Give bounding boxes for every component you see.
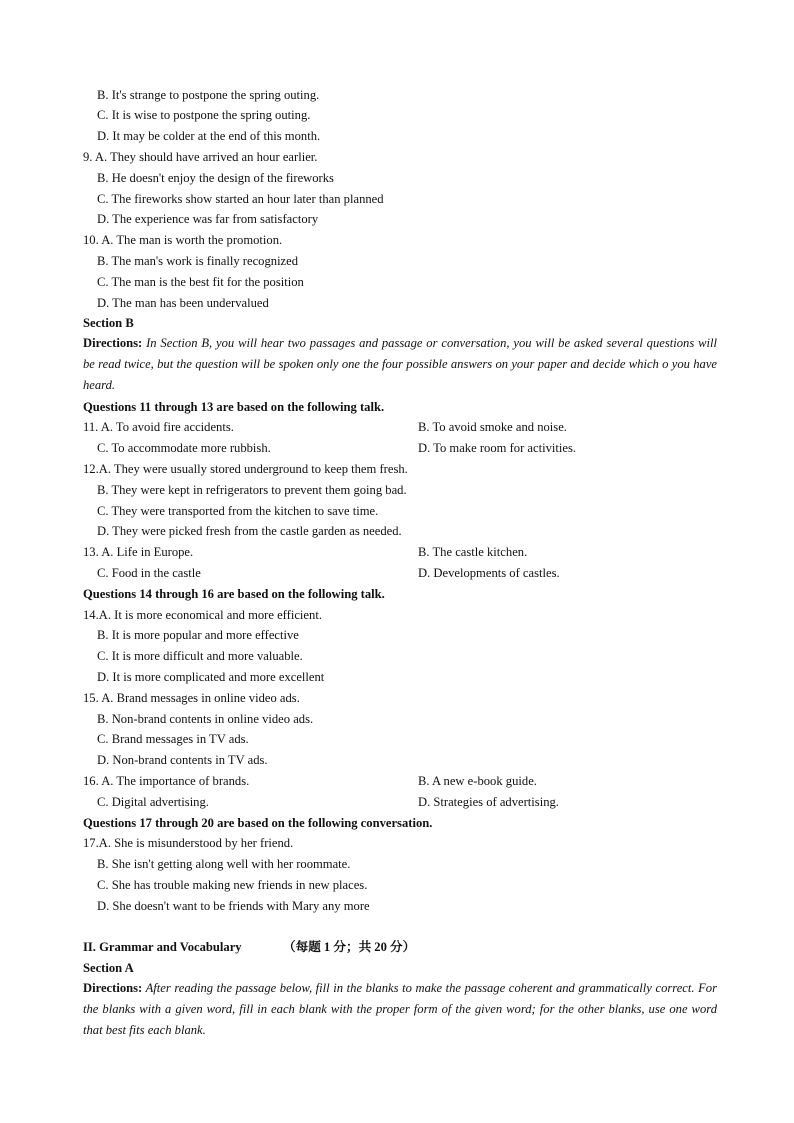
q8-option-c: C. It is wise to postpone the spring outing. bbox=[97, 108, 311, 122]
group-heading-17-20: Questions 17 through 20 are based on the following conversation. bbox=[83, 816, 433, 830]
q17-option-c: C. She has trouble making new friends in new places. bbox=[97, 878, 368, 892]
q13-option-b: B. The castle kitchen. bbox=[418, 545, 528, 559]
q13-option-c: C. Food in the castle bbox=[97, 566, 201, 580]
group-heading-11-13: Questions 11 through 13 are based on the following talk. bbox=[83, 400, 385, 414]
q9-option-a: 9. A. They should have arrived an hour earlier. bbox=[83, 150, 318, 164]
q11-option-a: 11. A. To avoid fire accidents. bbox=[83, 420, 234, 434]
q9-option-c: C. The fireworks show started an hour later than planned bbox=[97, 192, 384, 206]
q14-option-d: D. It is more complicated and more excellent bbox=[97, 670, 325, 684]
q11-option-c: C. To accommodate more rubbish. bbox=[97, 441, 271, 455]
q13-option-a: 13. A. Life in Europe. bbox=[83, 545, 194, 559]
group-heading-14-16: Questions 14 through 16 are based on the following talk. bbox=[83, 587, 385, 601]
q13-option-d: D. Developments of castles. bbox=[418, 566, 560, 580]
q15-option-a: 15. A. Brand messages in online video ads. bbox=[83, 691, 300, 705]
q15-option-b: B. Non-brand contents in online video ads. bbox=[97, 712, 314, 726]
q17-option-a: 17.A. She is misunderstood by her friend. bbox=[83, 836, 294, 850]
q17-option-d: D. She doesn't want to be friends with Mary any more bbox=[97, 899, 370, 913]
directions-label: Directions: bbox=[83, 336, 143, 350]
q15-option-d: D. Non-brand contents in TV ads. bbox=[97, 753, 268, 767]
q12-option-c: C. They were transported from the kitchen to save time. bbox=[97, 504, 379, 518]
q9-option-b: B. He doesn't enjoy the design of the fireworks bbox=[97, 171, 334, 185]
directions-text: After reading the passage below, fill in the blanks to make the passage coherent and grammatically correct. For the blanks with a given word, fill in each blank with the proper form of the given word; for the other blanks, use one word that best fits each blank. bbox=[83, 981, 717, 1037]
q12-option-b: B. They were kept in refrigerators to prevent them going bad. bbox=[97, 483, 407, 497]
q14-option-b: B. It is more popular and more effective bbox=[97, 628, 299, 642]
q12-option-a: 12.A. They were usually stored underground to keep them fresh. bbox=[83, 462, 408, 476]
q16-option-d: D. Strategies of advertising. bbox=[418, 795, 559, 809]
section-b-directions bbox=[83, 333, 717, 395]
q9-option-d: D. The experience was far from satisfactory bbox=[97, 212, 319, 226]
q10-option-c: C. The man is the best fit for the position bbox=[97, 275, 304, 289]
q8-option-b: B. It's strange to postpone the spring outing. bbox=[97, 88, 320, 102]
q10-option-d: D. The man has been undervalued bbox=[97, 296, 269, 310]
q16-option-c: C. Digital advertising. bbox=[97, 795, 209, 809]
q11-option-b: B. To avoid smoke and noise. bbox=[418, 420, 567, 434]
directions-text: In Section B, you will hear two passages and passage or conversation, you will be asked several questions will be read twice, but the question will be spoken only one the four possible answers on your paper and decide which o you have heard. bbox=[83, 336, 717, 392]
part2-heading: II. Grammar and Vocabulary bbox=[83, 940, 242, 954]
part2-score: （每题 1 分；共 20 分） bbox=[283, 940, 416, 954]
section-a-directions bbox=[83, 978, 717, 1040]
q15-option-c: C. Brand messages in TV ads. bbox=[97, 732, 249, 746]
q11-option-d: D. To make room for activities. bbox=[418, 441, 577, 455]
q8-option-d: D. It may be colder at the end of this month. bbox=[97, 129, 321, 143]
q10-option-b: B. The man's work is finally recognized bbox=[97, 254, 299, 268]
q14-option-a: 14.A. It is more economical and more efficient. bbox=[83, 608, 322, 622]
q14-option-c: C. It is more difficult and more valuable. bbox=[97, 649, 303, 663]
q10-option-a: 10. A. The man is worth the promotion. bbox=[83, 233, 283, 247]
directions-label: Directions: bbox=[83, 981, 143, 995]
q17-option-b: B. She isn't getting along well with her roommate. bbox=[97, 857, 351, 871]
q16-option-a: 16. A. The importance of brands. bbox=[83, 774, 250, 788]
q12-option-d: D. They were picked fresh from the castle garden as needed. bbox=[97, 524, 402, 538]
q16-option-b: B. A new e-book guide. bbox=[418, 774, 537, 788]
section-a-heading: Section A bbox=[83, 961, 134, 975]
section-b-heading: Section B bbox=[83, 316, 134, 330]
